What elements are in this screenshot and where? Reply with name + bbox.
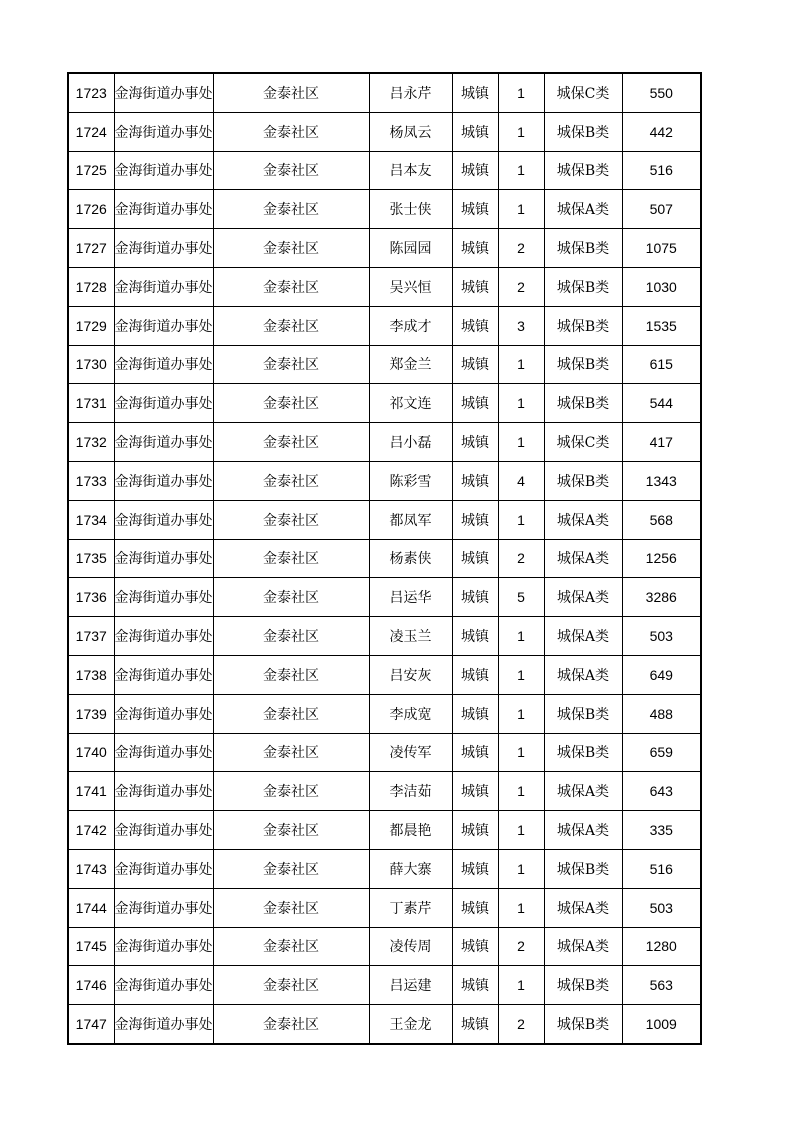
office-cell: 金海街道办事处 [114, 73, 213, 112]
row-id-cell: 1744 [68, 888, 114, 927]
office-cell: 金海街道办事处 [114, 112, 213, 151]
amount-cell: 507 [622, 190, 701, 229]
household-count-cell: 1 [498, 694, 544, 733]
name-cell: 祁文连 [369, 384, 452, 423]
office-cell: 金海街道办事处 [114, 423, 213, 462]
name-cell: 吴兴恒 [369, 267, 452, 306]
household-count-cell: 2 [498, 539, 544, 578]
row-id-cell: 1741 [68, 772, 114, 811]
amount-cell: 1009 [622, 1005, 701, 1044]
area-type-cell: 城镇 [452, 694, 498, 733]
row-id-cell: 1739 [68, 694, 114, 733]
household-count-cell: 1 [498, 733, 544, 772]
name-cell: 吕永芹 [369, 73, 452, 112]
amount-cell: 1256 [622, 539, 701, 578]
amount-cell: 1343 [622, 461, 701, 500]
household-count-cell: 1 [498, 888, 544, 927]
community-cell: 金泰社区 [213, 190, 369, 229]
area-type-cell: 城镇 [452, 617, 498, 656]
name-cell: 薛大寨 [369, 849, 452, 888]
name-cell: 都凤军 [369, 500, 452, 539]
table-row [68, 655, 701, 694]
table-row [68, 190, 701, 229]
row-id-cell: 1743 [68, 849, 114, 888]
office-cell: 金海街道办事处 [114, 306, 213, 345]
area-type-cell: 城镇 [452, 345, 498, 384]
name-cell: 凌玉兰 [369, 617, 452, 656]
amount-cell: 544 [622, 384, 701, 423]
data-table [67, 72, 702, 1045]
name-cell: 丁素芹 [369, 888, 452, 927]
area-type-cell: 城镇 [452, 966, 498, 1005]
category-cell: 城保A类 [544, 578, 622, 617]
category-cell: 城保B类 [544, 1005, 622, 1044]
row-id-cell: 1726 [68, 190, 114, 229]
area-type-cell: 城镇 [452, 73, 498, 112]
amount-cell: 516 [622, 151, 701, 190]
row-id-cell: 1742 [68, 811, 114, 850]
community-cell: 金泰社区 [213, 500, 369, 539]
category-cell: 城保B类 [544, 461, 622, 500]
table-row [68, 539, 701, 578]
category-cell: 城保A类 [544, 190, 622, 229]
household-count-cell: 2 [498, 229, 544, 268]
row-id-cell: 1734 [68, 500, 114, 539]
category-cell: 城保B类 [544, 694, 622, 733]
row-id-cell: 1733 [68, 461, 114, 500]
household-count-cell: 1 [498, 617, 544, 656]
community-cell: 金泰社区 [213, 267, 369, 306]
household-count-cell: 1 [498, 151, 544, 190]
office-cell: 金海街道办事处 [114, 966, 213, 1005]
community-cell: 金泰社区 [213, 733, 369, 772]
household-count-cell: 1 [498, 112, 544, 151]
area-type-cell: 城镇 [452, 1005, 498, 1044]
office-cell: 金海街道办事处 [114, 849, 213, 888]
category-cell: 城保B类 [544, 112, 622, 151]
category-cell: 城保A类 [544, 655, 622, 694]
amount-cell: 659 [622, 733, 701, 772]
area-type-cell: 城镇 [452, 306, 498, 345]
row-id-cell: 1729 [68, 306, 114, 345]
amount-cell: 568 [622, 500, 701, 539]
office-cell: 金海街道办事处 [114, 733, 213, 772]
amount-cell: 649 [622, 655, 701, 694]
area-type-cell: 城镇 [452, 151, 498, 190]
office-cell: 金海街道办事处 [114, 345, 213, 384]
household-count-cell: 1 [498, 772, 544, 811]
table-row [68, 267, 701, 306]
table-row [68, 694, 701, 733]
area-type-cell: 城镇 [452, 578, 498, 617]
name-cell: 陈园园 [369, 229, 452, 268]
table-row [68, 927, 701, 966]
category-cell: 城保A类 [544, 772, 622, 811]
amount-cell: 1075 [622, 229, 701, 268]
area-type-cell: 城镇 [452, 539, 498, 578]
community-cell: 金泰社区 [213, 694, 369, 733]
amount-cell: 615 [622, 345, 701, 384]
table-row [68, 229, 701, 268]
office-cell: 金海街道办事处 [114, 578, 213, 617]
category-cell: 城保B类 [544, 849, 622, 888]
category-cell: 城保C类 [544, 73, 622, 112]
table-row [68, 578, 701, 617]
office-cell: 金海街道办事处 [114, 229, 213, 268]
table-row [68, 500, 701, 539]
office-cell: 金海街道办事处 [114, 694, 213, 733]
amount-cell: 516 [622, 849, 701, 888]
table-row [68, 966, 701, 1005]
table-row [68, 617, 701, 656]
community-cell: 金泰社区 [213, 539, 369, 578]
household-count-cell: 1 [498, 966, 544, 1005]
household-count-cell: 2 [498, 1005, 544, 1044]
area-type-cell: 城镇 [452, 733, 498, 772]
amount-cell: 643 [622, 772, 701, 811]
office-cell: 金海街道办事处 [114, 655, 213, 694]
household-count-cell: 1 [498, 423, 544, 462]
table-row [68, 345, 701, 384]
area-type-cell: 城镇 [452, 384, 498, 423]
community-cell: 金泰社区 [213, 345, 369, 384]
amount-cell: 417 [622, 423, 701, 462]
community-cell: 金泰社区 [213, 655, 369, 694]
category-cell: 城保A类 [544, 539, 622, 578]
row-id-cell: 1725 [68, 151, 114, 190]
household-count-cell: 1 [498, 655, 544, 694]
community-cell: 金泰社区 [213, 1005, 369, 1044]
amount-cell: 563 [622, 966, 701, 1005]
community-cell: 金泰社区 [213, 306, 369, 345]
area-type-cell: 城镇 [452, 500, 498, 539]
amount-cell: 550 [622, 73, 701, 112]
community-cell: 金泰社区 [213, 229, 369, 268]
row-id-cell: 1740 [68, 733, 114, 772]
category-cell: 城保B类 [544, 229, 622, 268]
community-cell: 金泰社区 [213, 73, 369, 112]
community-cell: 金泰社区 [213, 849, 369, 888]
row-id-cell: 1727 [68, 229, 114, 268]
office-cell: 金海街道办事处 [114, 927, 213, 966]
category-cell: 城保B类 [544, 345, 622, 384]
community-cell: 金泰社区 [213, 384, 369, 423]
row-id-cell: 1747 [68, 1005, 114, 1044]
household-count-cell: 2 [498, 267, 544, 306]
name-cell: 都晨艳 [369, 811, 452, 850]
category-cell: 城保A类 [544, 811, 622, 850]
category-cell: 城保C类 [544, 423, 622, 462]
category-cell: 城保A类 [544, 617, 622, 656]
area-type-cell: 城镇 [452, 423, 498, 462]
category-cell: 城保B类 [544, 966, 622, 1005]
community-cell: 金泰社区 [213, 811, 369, 850]
row-id-cell: 1737 [68, 617, 114, 656]
household-count-cell: 1 [498, 384, 544, 423]
household-count-cell: 1 [498, 190, 544, 229]
row-id-cell: 1724 [68, 112, 114, 151]
office-cell: 金海街道办事处 [114, 539, 213, 578]
area-type-cell: 城镇 [452, 267, 498, 306]
category-cell: 城保B类 [544, 267, 622, 306]
table-row [68, 112, 701, 151]
table-row [68, 811, 701, 850]
household-count-cell: 3 [498, 306, 544, 345]
table-row [68, 306, 701, 345]
row-id-cell: 1732 [68, 423, 114, 462]
area-type-cell: 城镇 [452, 772, 498, 811]
amount-cell: 1030 [622, 267, 701, 306]
community-cell: 金泰社区 [213, 966, 369, 1005]
table-row [68, 733, 701, 772]
household-count-cell: 4 [498, 461, 544, 500]
table-row [68, 423, 701, 462]
office-cell: 金海街道办事处 [114, 384, 213, 423]
row-id-cell: 1736 [68, 578, 114, 617]
row-id-cell: 1731 [68, 384, 114, 423]
row-id-cell: 1728 [68, 267, 114, 306]
name-cell: 吕本友 [369, 151, 452, 190]
area-type-cell: 城镇 [452, 112, 498, 151]
name-cell: 杨凤云 [369, 112, 452, 151]
amount-cell: 488 [622, 694, 701, 733]
name-cell: 吕小磊 [369, 423, 452, 462]
office-cell: 金海街道办事处 [114, 267, 213, 306]
household-count-cell: 2 [498, 927, 544, 966]
community-cell: 金泰社区 [213, 888, 369, 927]
amount-cell: 503 [622, 888, 701, 927]
name-cell: 王金龙 [369, 1005, 452, 1044]
table-row [68, 888, 701, 927]
name-cell: 李成宽 [369, 694, 452, 733]
office-cell: 金海街道办事处 [114, 888, 213, 927]
community-cell: 金泰社区 [213, 578, 369, 617]
community-cell: 金泰社区 [213, 423, 369, 462]
category-cell: 城保B类 [544, 384, 622, 423]
community-cell: 金泰社区 [213, 151, 369, 190]
category-cell: 城保A类 [544, 500, 622, 539]
amount-cell: 1535 [622, 306, 701, 345]
office-cell: 金海街道办事处 [114, 190, 213, 229]
household-count-cell: 5 [498, 578, 544, 617]
category-cell: 城保B类 [544, 733, 622, 772]
name-cell: 杨素侠 [369, 539, 452, 578]
community-cell: 金泰社区 [213, 927, 369, 966]
name-cell: 吕运建 [369, 966, 452, 1005]
office-cell: 金海街道办事处 [114, 500, 213, 539]
office-cell: 金海街道办事处 [114, 617, 213, 656]
community-cell: 金泰社区 [213, 772, 369, 811]
row-id-cell: 1746 [68, 966, 114, 1005]
amount-cell: 335 [622, 811, 701, 850]
household-count-cell: 1 [498, 811, 544, 850]
table-body [68, 73, 701, 1044]
name-cell: 李洁茹 [369, 772, 452, 811]
household-count-cell: 1 [498, 849, 544, 888]
area-type-cell: 城镇 [452, 849, 498, 888]
table-row [68, 151, 701, 190]
name-cell: 李成才 [369, 306, 452, 345]
amount-cell: 3286 [622, 578, 701, 617]
category-cell: 城保A类 [544, 888, 622, 927]
office-cell: 金海街道办事处 [114, 811, 213, 850]
row-id-cell: 1745 [68, 927, 114, 966]
table-row [68, 461, 701, 500]
area-type-cell: 城镇 [452, 888, 498, 927]
row-id-cell: 1738 [68, 655, 114, 694]
name-cell: 吕运华 [369, 578, 452, 617]
area-type-cell: 城镇 [452, 461, 498, 500]
household-count-cell: 1 [498, 73, 544, 112]
table-row [68, 849, 701, 888]
community-cell: 金泰社区 [213, 112, 369, 151]
name-cell: 凌传周 [369, 927, 452, 966]
area-type-cell: 城镇 [452, 811, 498, 850]
table-row [68, 772, 701, 811]
name-cell: 凌传军 [369, 733, 452, 772]
area-type-cell: 城镇 [452, 655, 498, 694]
community-cell: 金泰社区 [213, 617, 369, 656]
table-row [68, 1005, 701, 1044]
name-cell: 郑金兰 [369, 345, 452, 384]
category-cell: 城保A类 [544, 927, 622, 966]
amount-cell: 1280 [622, 927, 701, 966]
community-cell: 金泰社区 [213, 461, 369, 500]
amount-cell: 442 [622, 112, 701, 151]
household-count-cell: 1 [498, 500, 544, 539]
table-row [68, 384, 701, 423]
row-id-cell: 1723 [68, 73, 114, 112]
area-type-cell: 城镇 [452, 229, 498, 268]
row-id-cell: 1735 [68, 539, 114, 578]
area-type-cell: 城镇 [452, 190, 498, 229]
office-cell: 金海街道办事处 [114, 772, 213, 811]
name-cell: 陈彩雪 [369, 461, 452, 500]
amount-cell: 503 [622, 617, 701, 656]
name-cell: 吕安灰 [369, 655, 452, 694]
area-type-cell: 城镇 [452, 927, 498, 966]
office-cell: 金海街道办事处 [114, 461, 213, 500]
row-id-cell: 1730 [68, 345, 114, 384]
category-cell: 城保B类 [544, 306, 622, 345]
office-cell: 金海街道办事处 [114, 151, 213, 190]
office-cell: 金海街道办事处 [114, 1005, 213, 1044]
table-row [68, 73, 701, 112]
category-cell: 城保B类 [544, 151, 622, 190]
name-cell: 张士侠 [369, 190, 452, 229]
household-count-cell: 1 [498, 345, 544, 384]
